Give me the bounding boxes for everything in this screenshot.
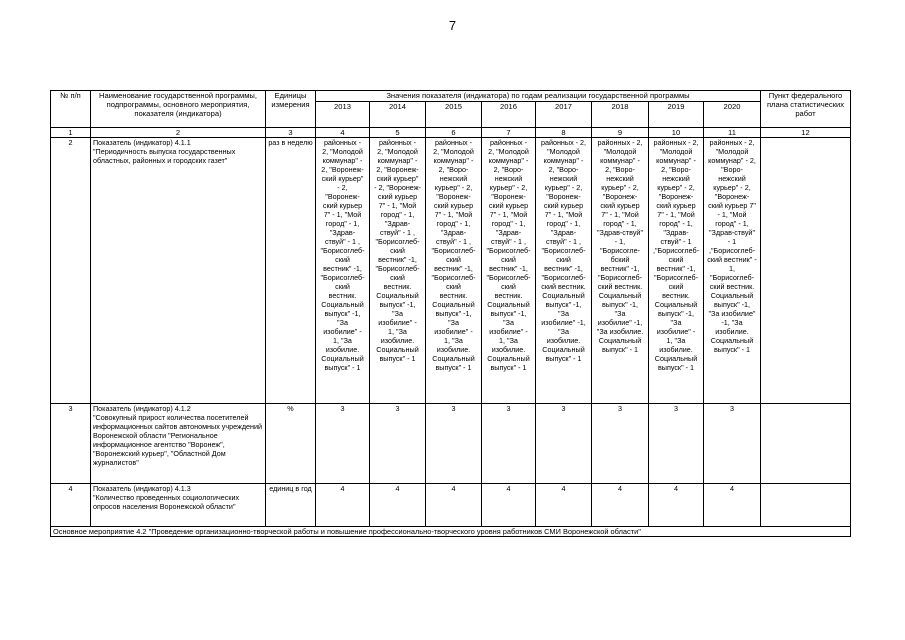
year-value: 4 (426, 484, 482, 527)
row-number: 4 (51, 484, 91, 527)
column-number: 11 (704, 128, 761, 138)
year-value: районных - 2, "Молодой коммунар" - 2, "Воро- нежский курьер" - 2, "Воронеж- ский курьер 7" - 1, "Мой город" - 1, "Здрав- ствуй" - 1 , "Борисоглеб- ский вестник" -1, "Борисоглеб- ский вестник. Социальный выпуск" -1, "За изобилие" -1, "За изобилие. Социальный выпуск" - 1 (536, 138, 592, 404)
column-number: 1 (51, 128, 91, 138)
header-row-top (51, 91, 851, 102)
table-row-indicator-4-1-2 (51, 404, 851, 484)
table-row-indicator-4-1-1 (51, 138, 851, 404)
header-year: 2015 (426, 102, 482, 128)
year-value: 4 (536, 484, 592, 527)
row-number: 3 (51, 404, 91, 484)
year-value: районных - 2, "Молодой коммунар" - 2, "Воро- нежский курьер" - 2, "Воронеж- ский курьер 7" - 1, "Мой город" - 1, "Здрав- ствуй" - 1 ,"Борисоглеб- ский вестник" -1, "Борисоглеб- ский вестник. Социальный выпуск" -1, "За изобилие" - 1, "За изобилие. Социальный выпуск" - 1 (649, 138, 704, 404)
year-value: 3 (370, 404, 426, 484)
header-name: Наименование государственной программы, подпрограммы, основного мероприятия, показателя (индикатора) (91, 91, 266, 128)
year-value: 3 (649, 404, 704, 484)
year-value: 3 (482, 404, 536, 484)
year-value: районных - 2, "Молодой коммунар" - 2, "Воро- нежский курьер" - 2, "Воронеж- ский курьер 7" - 1, "Мой город" - 1, "Здрав- ствуй" - 1 , "Борисоглеб- ский вестник" -1, "Борисоглеб- ский вестник. Социальный выпуск" -1, "За изобилие" - 1, "За изобилие. Социальный выпуск" - 1 (426, 138, 482, 404)
federal-plan-cell (761, 484, 851, 527)
column-number: 2 (91, 128, 266, 138)
page-number: 7 (448, 18, 457, 33)
main-activity-row (51, 527, 851, 537)
federal-plan-cell (761, 404, 851, 484)
column-number: 12 (761, 128, 851, 138)
header-year: 2020 (704, 102, 761, 128)
year-value: районных - 2, "Молодой коммунар" - 2, "Воронеж- ский курьер" - 2, "Воронеж- ский курьер 7" - 1, "Мой город" - 1, "Здрав- ствуй" - 1 , "Борисоглеб- ский вестник" -1, "Борисоглеб- ский вестник. Социальный выпуск" -1, "За изобилие" - 1, "За изобилие. Социальный выпуск" - 1 (316, 138, 370, 404)
year-value: 4 (704, 484, 761, 527)
federal-plan-cell (761, 138, 851, 404)
year-value: 4 (592, 484, 649, 527)
year-value: 3 (592, 404, 649, 484)
main-activity-4-2: Основное мероприятие 4.2 "Проведение организационно-творческой работы и повышение профессионально-творческого уровня работников СМИ Воронежской области" (51, 527, 851, 537)
header-federal-plan: Пункт федерального плана статистических работ (761, 91, 851, 128)
header-unit: Единицы измерения (266, 91, 316, 128)
year-value: 3 (426, 404, 482, 484)
header-year: 2013 (316, 102, 370, 128)
year-value: 3 (536, 404, 592, 484)
header-year: 2017 (536, 102, 592, 128)
column-number: 4 (316, 128, 370, 138)
unit-of-measure: единиц в год (266, 484, 316, 527)
year-value: 4 (370, 484, 426, 527)
unit-of-measure: % (266, 404, 316, 484)
year-value: 4 (316, 484, 370, 527)
year-value: районных - 2, "Молодой коммунар" - 2, "Воро- нежский курьер" - 2, "Воронеж- ский курьер 7" - 1, "Мой город" - 1, "Здрав- ствуй" - 1 , "Борисоглеб- ский вестник" -1, "Борисоглеб- ский вестник. Социальный выпуск" -1, "За изобилие" - 1, "За изобилие. Социальный выпуск" - 1 (482, 138, 536, 404)
table-row-indicator-4-1-3 (51, 484, 851, 527)
header-year: 2019 (649, 102, 704, 128)
year-value: районных - 2, "Молодой коммунар" - 2, "Воро- нежский курьер" - 2, "Воронеж- ский курьер 7" - 1, "Мой город" - 1, "Здрав-ствуй" - 1, "Борисогле- бский вестник" -1, "Борисоглеб- ский вестник. Социальный выпуск" -1, "За изобилие" -1, "За изобилие. Социальный выпуск" - 1 (592, 138, 649, 404)
year-value: 4 (482, 484, 536, 527)
column-number: 3 (266, 128, 316, 138)
column-number: 10 (649, 128, 704, 138)
indicator-table (50, 90, 851, 537)
column-number: 8 (536, 128, 592, 138)
header-no: № п/п (51, 91, 91, 128)
year-value: 3 (316, 404, 370, 484)
header-year: 2018 (592, 102, 649, 128)
indicator-name: Показатель (индикатор) 4.1.2 "Совокупный прирост количества посетителей информационных сайтов автономных учреждений Воронежской области "Региональное информационное агентство "Воронеж", "Воронежский курьер", "Областной Дом журналистов" (91, 404, 266, 484)
header-year: 2014 (370, 102, 426, 128)
indicator-name: Показатель (индикатор) 4.1.1 "Периодичность выпуска государственных областных, районных и городских газет" (91, 138, 266, 404)
row-number: 2 (51, 138, 91, 404)
column-number: 6 (426, 128, 482, 138)
unit-of-measure: раз в неделю (266, 138, 316, 404)
header-year: 2016 (482, 102, 536, 128)
column-number: 7 (482, 128, 536, 138)
indicator-name: Показатель (индикатор) 4.1.3 "Количество проведенных социологических опросов населения Воронежской области" (91, 484, 266, 527)
column-number: 9 (592, 128, 649, 138)
year-value: районных - 2, "Молодой коммунар" - 2, "Воронеж- ский курьер" - 2, "Воронеж- ский курьер 7" - 1, "Мой город" - 1, "Здрав- ствуй" - 1 , "Борисоглеб- ский вестник" -1, "Борисоглеб- ский вестник. Социальный выпуск" -1, "За изобилие" - 1, "За изобилие. Социальный выпуск" - 1 (370, 138, 426, 404)
year-value: 4 (649, 484, 704, 527)
year-value: районных - 2, "Молодой коммунар" - 2, "Воро- нежский курьер" - 2, "Воронеж- ский курьер 7" - 1, "Мой город" - 1, "Здрав-ствуй" - 1 ,"Борисоглеб- ский вестник" - 1, "Борисоглеб- ский вестник. Социальный выпуск" -1, "За изобилие" -1, "За изобилие. Социальный выпуск" - 1 (704, 138, 761, 404)
column-number-row (51, 128, 851, 138)
column-number: 5 (370, 128, 426, 138)
year-value: 3 (704, 404, 761, 484)
header-values-group: Значения показателя (индикатора) по годам реализации государственной программы (316, 91, 761, 102)
